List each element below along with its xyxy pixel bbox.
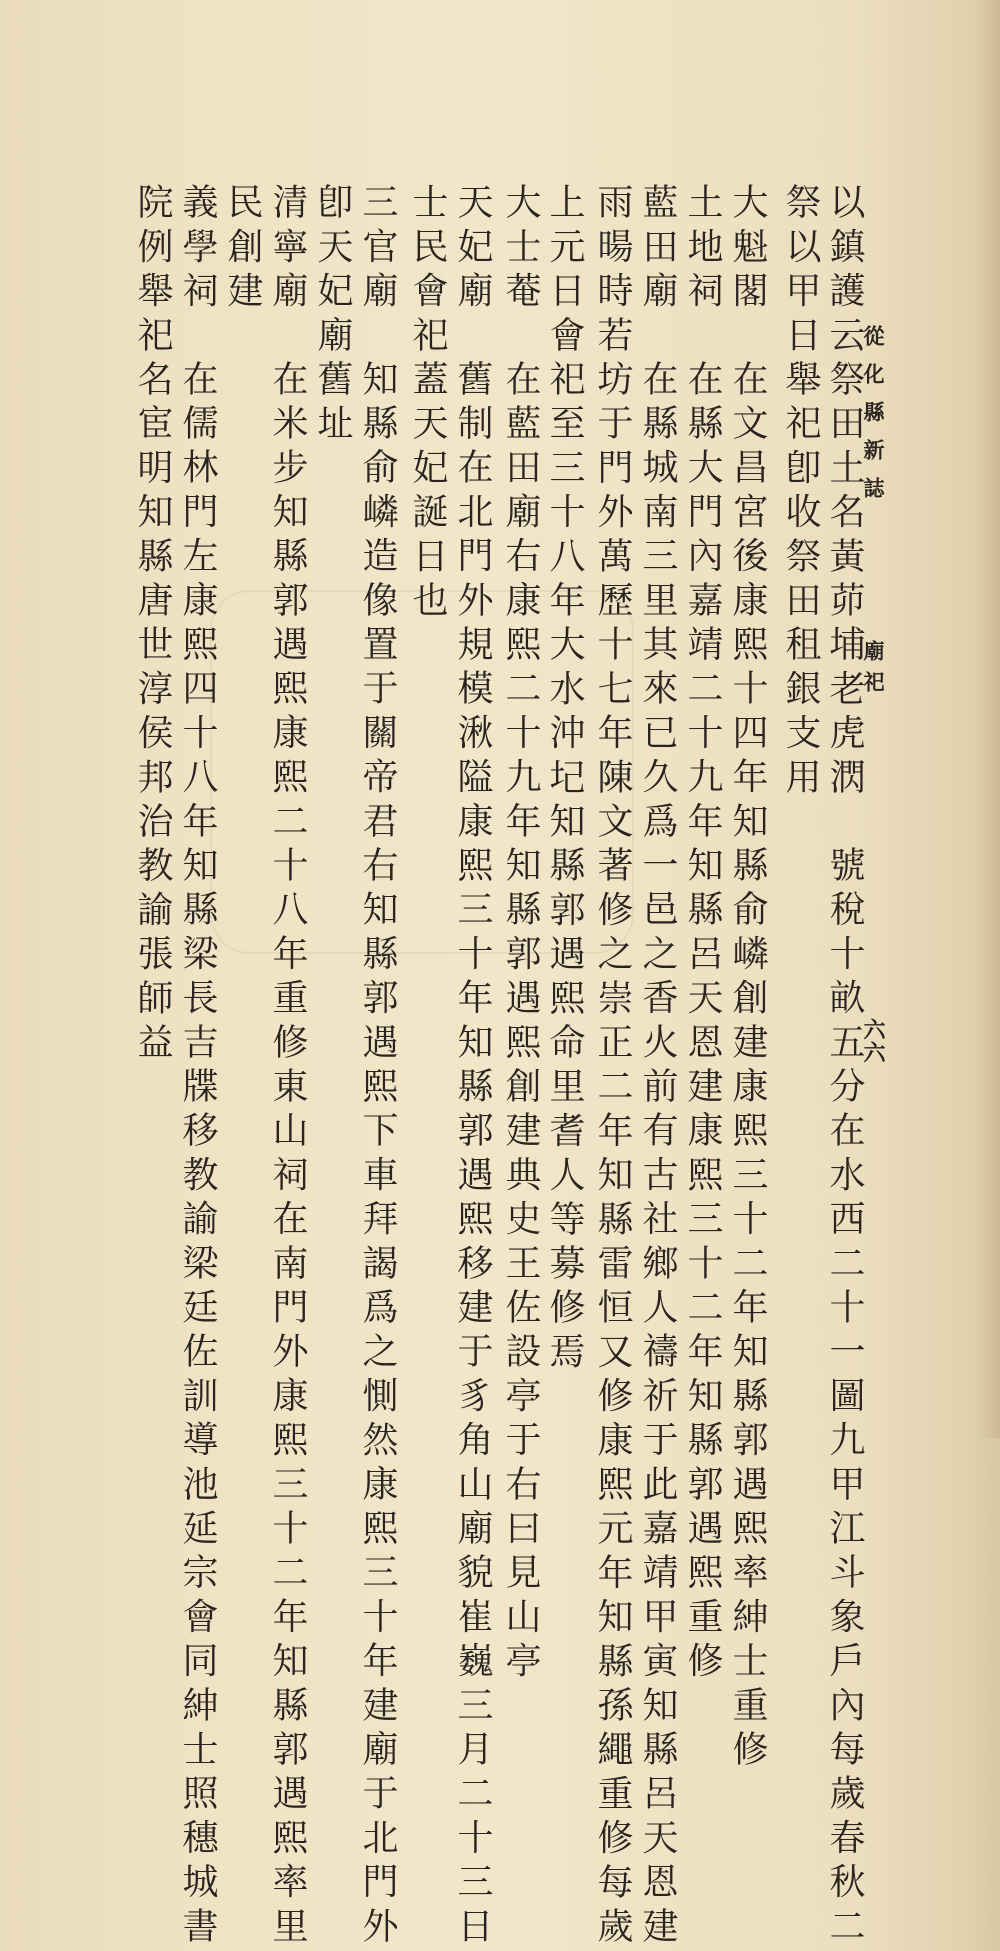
book-title: 從化縣新誌 <box>861 325 886 515</box>
entry-dakui-pavilion: 大魁閣在文昌宮後康熙十四年知縣俞嶙創建康熙三十二年知縣郭遇熙率紳士重修 <box>727 183 768 1775</box>
text-column-14: 民創建 <box>222 183 263 316</box>
text-column-2: 祭以甲日舉祀卽收祭田租銀支用 <box>780 183 821 802</box>
entry-qingning-temple: 清寧廟在米步知縣郭遇熙康熙二十八年重修東山祠在南門外康熙三十二年知縣郭遇熙率里 <box>267 183 308 1951</box>
entry-yixue-shrine: 義學祠在儒林門左康熙四十八年知縣梁長吉牒移教諭梁廷佐訓導池延宗會同紳士照穗城書 <box>177 183 218 1951</box>
section-title: 廟祀 <box>861 640 886 702</box>
entry-tianfei-temple: 天妃廟舊制在北門外規模湫隘康熙三十年知縣郭遇熙移建于豸角山廟貌崔巍三月二十三日 <box>452 183 493 1951</box>
text-column-12: 卽天妃廟舊址 <box>312 183 353 449</box>
text-column-16: 院例舉祀名宦明知縣唐世淳侯邦治教諭張師益 <box>132 183 173 1067</box>
text-column-10: 士民會祀蓋天妃誕日也 <box>407 183 448 625</box>
text-column-7: 上元日會祀至三十八年大水沖圮知縣郭遇熙命里耆人等募修焉 <box>544 183 585 1377</box>
entry-lantian-temple: 藍田廟在縣城南三里其來已久爲一邑之香火前有古社鄉人禱祈于此嘉靖甲寅知縣呂天恩建 <box>637 183 678 1951</box>
text-column-1: 以鎮護云祭田土名黃茆埔老虎㴸號稅十畝五分在水西二十一圖九甲江斗象戶內每歲春秋二 <box>824 183 865 1951</box>
page-number: 六六 <box>860 1018 886 1064</box>
entry-sanguan-temple: 三官廟知縣俞嶙造像置于關帝君右知縣郭遇熙下車拜謁爲之惻然康熙三十年建廟于北門外 <box>357 183 398 1951</box>
page-edge-shadow <box>978 0 1000 1438</box>
entry-dashi-nunnery: 大士菴在藍田廟右康熙二十九年知縣郭遇熙創建典史王佐設亭于右曰見山亭 <box>500 183 541 1686</box>
text-column-6: 雨暘時若坊于門外萬歷十七年陳文著修之崇正二年知縣雷恒又修康熙元年知縣孫繩重修每歲 <box>592 183 633 1951</box>
entry-tudi-shrine: 土地祠在縣大門內嘉靖二十九年知縣呂天恩建康熙三十二年知縣郭遇熙重修 <box>682 183 723 1686</box>
